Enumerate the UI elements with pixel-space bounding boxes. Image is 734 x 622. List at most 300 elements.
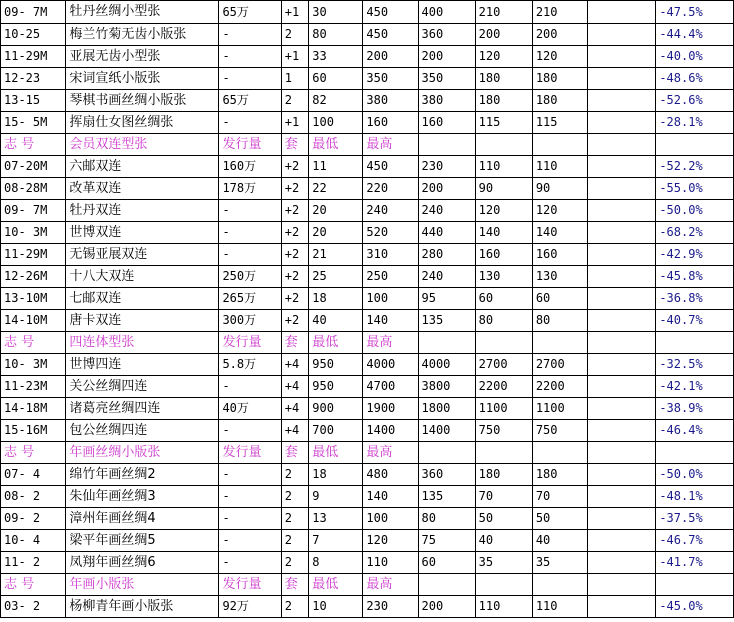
- issue-cell[interactable]: 发行量: [219, 442, 281, 464]
- blank-cell[interactable]: [587, 596, 655, 618]
- set-cell[interactable]: 2: [281, 90, 309, 112]
- price-cell-2[interactable]: 110: [475, 596, 532, 618]
- price-cell-1[interactable]: [418, 134, 475, 156]
- name-cell[interactable]: 挥扇仕女图丝绸张: [66, 112, 219, 134]
- high-price-cell[interactable]: 380: [363, 90, 418, 112]
- price-cell-2[interactable]: 110: [475, 156, 532, 178]
- price-cell-3[interactable]: 110: [532, 156, 587, 178]
- high-price-cell[interactable]: 220: [363, 178, 418, 200]
- low-price-cell[interactable]: 700: [309, 420, 363, 442]
- date-cell[interactable]: 09- 7M: [1, 1, 66, 24]
- issue-cell[interactable]: -: [219, 24, 281, 46]
- change-rate-cell[interactable]: -55.0%: [656, 178, 734, 200]
- price-cell-3[interactable]: 50: [532, 508, 587, 530]
- price-cell-3[interactable]: 200: [532, 24, 587, 46]
- issue-cell[interactable]: -: [219, 200, 281, 222]
- blank-cell[interactable]: [587, 530, 655, 552]
- name-cell[interactable]: 宋词宣纸小版张: [66, 68, 219, 90]
- high-price-cell[interactable]: 230: [363, 596, 418, 618]
- change-rate-cell[interactable]: -52.6%: [656, 90, 734, 112]
- name-cell[interactable]: 亚展无齿小型张: [66, 46, 219, 68]
- name-cell[interactable]: 关公丝绸四连: [66, 376, 219, 398]
- price-cell-1[interactable]: 4000: [418, 354, 475, 376]
- low-price-cell[interactable]: 10: [309, 596, 363, 618]
- price-cell-1[interactable]: 1400: [418, 420, 475, 442]
- low-price-cell[interactable]: 22: [309, 178, 363, 200]
- issue-cell[interactable]: -: [219, 46, 281, 68]
- issue-cell[interactable]: 265万: [219, 288, 281, 310]
- set-cell[interactable]: 2: [281, 508, 309, 530]
- change-rate-cell[interactable]: -50.0%: [656, 464, 734, 486]
- low-price-cell[interactable]: 8: [309, 552, 363, 574]
- change-rate-cell[interactable]: -48.1%: [656, 486, 734, 508]
- change-rate-cell[interactable]: -38.9%: [656, 398, 734, 420]
- set-cell[interactable]: +4: [281, 398, 309, 420]
- blank-cell[interactable]: [587, 24, 655, 46]
- blank-cell[interactable]: [587, 156, 655, 178]
- name-cell[interactable]: 杨柳青年画小版张: [66, 596, 219, 618]
- low-price-cell[interactable]: 18: [309, 288, 363, 310]
- name-cell[interactable]: 琴棋书画丝绸小版张: [66, 90, 219, 112]
- set-cell[interactable]: +2: [281, 222, 309, 244]
- price-cell-1[interactable]: 3800: [418, 376, 475, 398]
- price-cell-1[interactable]: [418, 574, 475, 596]
- low-price-cell[interactable]: 11: [309, 156, 363, 178]
- set-cell[interactable]: +2: [281, 244, 309, 266]
- issue-cell[interactable]: 发行量: [219, 574, 281, 596]
- price-cell-3[interactable]: [532, 134, 587, 156]
- blank-cell[interactable]: [587, 464, 655, 486]
- high-price-cell[interactable]: 520: [363, 222, 418, 244]
- name-cell[interactable]: 改革双连: [66, 178, 219, 200]
- price-cell-2[interactable]: 180: [475, 464, 532, 486]
- price-cell-3[interactable]: 2200: [532, 376, 587, 398]
- price-cell-1[interactable]: 440: [418, 222, 475, 244]
- set-cell[interactable]: +2: [281, 200, 309, 222]
- price-cell-1[interactable]: 200: [418, 596, 475, 618]
- name-cell[interactable]: 六邮双连: [66, 156, 219, 178]
- name-cell[interactable]: 世博双连: [66, 222, 219, 244]
- date-cell[interactable]: 14-18M: [1, 398, 66, 420]
- set-cell[interactable]: +2: [281, 288, 309, 310]
- date-cell[interactable]: 11- 2: [1, 552, 66, 574]
- price-cell-3[interactable]: 2700: [532, 354, 587, 376]
- name-cell[interactable]: 年画小版张: [66, 574, 219, 596]
- high-price-cell[interactable]: 4000: [363, 354, 418, 376]
- date-cell[interactable]: 08-28M: [1, 178, 66, 200]
- issue-cell[interactable]: -: [219, 420, 281, 442]
- low-price-cell[interactable]: 20: [309, 200, 363, 222]
- price-cell-2[interactable]: 90: [475, 178, 532, 200]
- price-cell-2[interactable]: 50: [475, 508, 532, 530]
- date-cell[interactable]: 10-25: [1, 24, 66, 46]
- low-price-cell[interactable]: 25: [309, 266, 363, 288]
- change-rate-cell[interactable]: -42.9%: [656, 244, 734, 266]
- name-cell[interactable]: 十八大双连: [66, 266, 219, 288]
- blank-cell[interactable]: [587, 574, 655, 596]
- price-cell-2[interactable]: [475, 574, 532, 596]
- issue-cell[interactable]: -: [219, 530, 281, 552]
- blank-cell[interactable]: [587, 310, 655, 332]
- date-cell[interactable]: 11-29M: [1, 46, 66, 68]
- blank-cell[interactable]: [587, 200, 655, 222]
- date-cell[interactable]: 12-26M: [1, 266, 66, 288]
- high-price-cell[interactable]: 240: [363, 200, 418, 222]
- high-price-cell[interactable]: 450: [363, 1, 418, 24]
- name-cell[interactable]: 世博四连: [66, 354, 219, 376]
- price-cell-3[interactable]: 35: [532, 552, 587, 574]
- high-price-cell[interactable]: 100: [363, 288, 418, 310]
- date-cell[interactable]: 15-16M: [1, 420, 66, 442]
- price-cell-2[interactable]: 115: [475, 112, 532, 134]
- price-cell-1[interactable]: 280: [418, 244, 475, 266]
- price-cell-3[interactable]: 160: [532, 244, 587, 266]
- change-rate-cell[interactable]: -45.0%: [656, 596, 734, 618]
- change-rate-cell[interactable]: [656, 574, 734, 596]
- date-cell[interactable]: 08- 2: [1, 486, 66, 508]
- price-cell-2[interactable]: 80: [475, 310, 532, 332]
- date-cell[interactable]: 11-23M: [1, 376, 66, 398]
- price-cell-1[interactable]: 135: [418, 486, 475, 508]
- high-price-cell[interactable]: 1900: [363, 398, 418, 420]
- price-cell-3[interactable]: 130: [532, 266, 587, 288]
- blank-cell[interactable]: [587, 222, 655, 244]
- price-cell-2[interactable]: 35: [475, 552, 532, 574]
- high-price-cell[interactable]: 450: [363, 156, 418, 178]
- price-cell-2[interactable]: 210: [475, 1, 532, 24]
- blank-cell[interactable]: [587, 1, 655, 24]
- high-price-cell[interactable]: 160: [363, 112, 418, 134]
- blank-cell[interactable]: [587, 354, 655, 376]
- name-cell[interactable]: 会员双连型张: [66, 134, 219, 156]
- blank-cell[interactable]: [587, 134, 655, 156]
- blank-cell[interactable]: [587, 178, 655, 200]
- blank-cell[interactable]: [587, 90, 655, 112]
- change-rate-cell[interactable]: -46.4%: [656, 420, 734, 442]
- set-cell[interactable]: 2: [281, 552, 309, 574]
- blank-cell[interactable]: [587, 46, 655, 68]
- change-rate-cell[interactable]: -41.7%: [656, 552, 734, 574]
- issue-cell[interactable]: -: [219, 68, 281, 90]
- issue-cell[interactable]: -: [219, 376, 281, 398]
- price-cell-1[interactable]: 60: [418, 552, 475, 574]
- price-cell-1[interactable]: 400: [418, 1, 475, 24]
- high-price-cell[interactable]: 200: [363, 46, 418, 68]
- issue-cell[interactable]: -: [219, 552, 281, 574]
- set-cell[interactable]: +4: [281, 376, 309, 398]
- date-cell[interactable]: 15- 5M: [1, 112, 66, 134]
- date-cell[interactable]: 志 号: [1, 442, 66, 464]
- low-price-cell[interactable]: 9: [309, 486, 363, 508]
- price-cell-3[interactable]: 180: [532, 90, 587, 112]
- date-cell[interactable]: 11-29M: [1, 244, 66, 266]
- date-cell[interactable]: 14-10M: [1, 310, 66, 332]
- high-price-cell[interactable]: 最高: [363, 574, 418, 596]
- low-price-cell[interactable]: 20: [309, 222, 363, 244]
- high-price-cell[interactable]: 480: [363, 464, 418, 486]
- price-cell-1[interactable]: 160: [418, 112, 475, 134]
- change-rate-cell[interactable]: [656, 332, 734, 354]
- date-cell[interactable]: 10- 3M: [1, 222, 66, 244]
- high-price-cell[interactable]: 250: [363, 266, 418, 288]
- date-cell[interactable]: 13-15: [1, 90, 66, 112]
- date-cell[interactable]: 志 号: [1, 574, 66, 596]
- price-cell-1[interactable]: [418, 332, 475, 354]
- change-rate-cell[interactable]: -50.0%: [656, 200, 734, 222]
- low-price-cell[interactable]: 30: [309, 1, 363, 24]
- price-cell-1[interactable]: 1800: [418, 398, 475, 420]
- date-cell[interactable]: 09- 7M: [1, 200, 66, 222]
- high-price-cell[interactable]: 4700: [363, 376, 418, 398]
- issue-cell[interactable]: 发行量: [219, 332, 281, 354]
- price-cell-1[interactable]: 380: [418, 90, 475, 112]
- set-cell[interactable]: 套: [281, 332, 309, 354]
- blank-cell[interactable]: [587, 332, 655, 354]
- set-cell[interactable]: 套: [281, 442, 309, 464]
- blank-cell[interactable]: [587, 376, 655, 398]
- price-cell-1[interactable]: 360: [418, 464, 475, 486]
- high-price-cell[interactable]: 110: [363, 552, 418, 574]
- change-rate-cell[interactable]: -44.4%: [656, 24, 734, 46]
- price-cell-2[interactable]: 140: [475, 222, 532, 244]
- issue-cell[interactable]: 92万: [219, 596, 281, 618]
- price-cell-2[interactable]: 70: [475, 486, 532, 508]
- high-price-cell[interactable]: 最高: [363, 134, 418, 156]
- name-cell[interactable]: 四连体型张: [66, 332, 219, 354]
- low-price-cell[interactable]: 80: [309, 24, 363, 46]
- name-cell[interactable]: 梅兰竹菊无齿小版张: [66, 24, 219, 46]
- price-cell-3[interactable]: 750: [532, 420, 587, 442]
- set-cell[interactable]: +2: [281, 266, 309, 288]
- low-price-cell[interactable]: 最低: [309, 574, 363, 596]
- high-price-cell[interactable]: 120: [363, 530, 418, 552]
- high-price-cell[interactable]: 310: [363, 244, 418, 266]
- blank-cell[interactable]: [587, 266, 655, 288]
- low-price-cell[interactable]: 900: [309, 398, 363, 420]
- price-cell-1[interactable]: 230: [418, 156, 475, 178]
- price-cell-3[interactable]: 80: [532, 310, 587, 332]
- set-cell[interactable]: +2: [281, 156, 309, 178]
- high-price-cell[interactable]: 140: [363, 486, 418, 508]
- price-cell-1[interactable]: 200: [418, 46, 475, 68]
- name-cell[interactable]: 漳州年画丝绸4: [66, 508, 219, 530]
- name-cell[interactable]: 梁平年画丝绸5: [66, 530, 219, 552]
- date-cell[interactable]: 07- 4: [1, 464, 66, 486]
- blank-cell[interactable]: [587, 244, 655, 266]
- change-rate-cell[interactable]: -28.1%: [656, 112, 734, 134]
- issue-cell[interactable]: -: [219, 464, 281, 486]
- issue-cell[interactable]: 40万: [219, 398, 281, 420]
- change-rate-cell[interactable]: [656, 442, 734, 464]
- low-price-cell[interactable]: 最低: [309, 134, 363, 156]
- low-price-cell[interactable]: 7: [309, 530, 363, 552]
- price-cell-2[interactable]: 180: [475, 90, 532, 112]
- name-cell[interactable]: 无锡亚展双连: [66, 244, 219, 266]
- price-cell-2[interactable]: 1100: [475, 398, 532, 420]
- set-cell[interactable]: 套: [281, 134, 309, 156]
- low-price-cell[interactable]: 18: [309, 464, 363, 486]
- issue-cell[interactable]: -: [219, 486, 281, 508]
- change-rate-cell[interactable]: [656, 134, 734, 156]
- price-cell-3[interactable]: 115: [532, 112, 587, 134]
- set-cell[interactable]: +1: [281, 1, 309, 24]
- price-cell-3[interactable]: [532, 574, 587, 596]
- date-cell[interactable]: 09- 2: [1, 508, 66, 530]
- price-cell-2[interactable]: 2200: [475, 376, 532, 398]
- price-cell-2[interactable]: 180: [475, 68, 532, 90]
- low-price-cell[interactable]: 60: [309, 68, 363, 90]
- blank-cell[interactable]: [587, 68, 655, 90]
- set-cell[interactable]: +2: [281, 310, 309, 332]
- price-cell-2[interactable]: 750: [475, 420, 532, 442]
- issue-cell[interactable]: 65万: [219, 90, 281, 112]
- issue-cell[interactable]: -: [219, 244, 281, 266]
- price-cell-3[interactable]: 120: [532, 200, 587, 222]
- change-rate-cell[interactable]: -45.8%: [656, 266, 734, 288]
- change-rate-cell[interactable]: -48.6%: [656, 68, 734, 90]
- blank-cell[interactable]: [587, 398, 655, 420]
- price-cell-3[interactable]: 60: [532, 288, 587, 310]
- set-cell[interactable]: +4: [281, 354, 309, 376]
- price-cell-1[interactable]: 240: [418, 200, 475, 222]
- low-price-cell[interactable]: 最低: [309, 442, 363, 464]
- name-cell[interactable]: 七邮双连: [66, 288, 219, 310]
- low-price-cell[interactable]: 21: [309, 244, 363, 266]
- date-cell[interactable]: 志 号: [1, 332, 66, 354]
- blank-cell[interactable]: [587, 552, 655, 574]
- price-cell-1[interactable]: 360: [418, 24, 475, 46]
- price-cell-2[interactable]: 200: [475, 24, 532, 46]
- name-cell[interactable]: 牡丹双连: [66, 200, 219, 222]
- price-cell-2[interactable]: 120: [475, 46, 532, 68]
- price-cell-3[interactable]: 140: [532, 222, 587, 244]
- price-cell-2[interactable]: 60: [475, 288, 532, 310]
- issue-cell[interactable]: 发行量: [219, 134, 281, 156]
- date-cell[interactable]: 10- 4: [1, 530, 66, 552]
- price-cell-3[interactable]: 70: [532, 486, 587, 508]
- price-cell-3[interactable]: 180: [532, 464, 587, 486]
- blank-cell[interactable]: [587, 420, 655, 442]
- issue-cell[interactable]: -: [219, 508, 281, 530]
- high-price-cell[interactable]: 450: [363, 24, 418, 46]
- name-cell[interactable]: 唐卡双连: [66, 310, 219, 332]
- change-rate-cell[interactable]: -52.2%: [656, 156, 734, 178]
- issue-cell[interactable]: 178万: [219, 178, 281, 200]
- issue-cell[interactable]: -: [219, 112, 281, 134]
- change-rate-cell[interactable]: -42.1%: [656, 376, 734, 398]
- high-price-cell[interactable]: 1400: [363, 420, 418, 442]
- date-cell[interactable]: 10- 3M: [1, 354, 66, 376]
- price-cell-2[interactable]: [475, 134, 532, 156]
- price-cell-3[interactable]: 180: [532, 68, 587, 90]
- price-cell-3[interactable]: 40: [532, 530, 587, 552]
- issue-cell[interactable]: 250万: [219, 266, 281, 288]
- change-rate-cell[interactable]: -47.5%: [656, 1, 734, 24]
- change-rate-cell[interactable]: -37.5%: [656, 508, 734, 530]
- low-price-cell[interactable]: 100: [309, 112, 363, 134]
- price-cell-2[interactable]: 160: [475, 244, 532, 266]
- price-cell-2[interactable]: [475, 442, 532, 464]
- set-cell[interactable]: 1: [281, 68, 309, 90]
- set-cell[interactable]: +1: [281, 112, 309, 134]
- price-cell-3[interactable]: 120: [532, 46, 587, 68]
- blank-cell[interactable]: [587, 112, 655, 134]
- date-cell[interactable]: 13-10M: [1, 288, 66, 310]
- set-cell[interactable]: 2: [281, 464, 309, 486]
- price-cell-3[interactable]: [532, 442, 587, 464]
- price-cell-1[interactable]: 80: [418, 508, 475, 530]
- issue-cell[interactable]: 65万: [219, 1, 281, 24]
- low-price-cell[interactable]: 33: [309, 46, 363, 68]
- name-cell[interactable]: 绵竹年画丝绸2: [66, 464, 219, 486]
- low-price-cell[interactable]: 950: [309, 354, 363, 376]
- price-cell-3[interactable]: 90: [532, 178, 587, 200]
- high-price-cell[interactable]: 140: [363, 310, 418, 332]
- set-cell[interactable]: +4: [281, 420, 309, 442]
- change-rate-cell[interactable]: -40.7%: [656, 310, 734, 332]
- low-price-cell[interactable]: 40: [309, 310, 363, 332]
- name-cell[interactable]: 包公丝绸四连: [66, 420, 219, 442]
- name-cell[interactable]: 凤翔年画丝绸6: [66, 552, 219, 574]
- high-price-cell[interactable]: 350: [363, 68, 418, 90]
- date-cell[interactable]: 07-20M: [1, 156, 66, 178]
- low-price-cell[interactable]: 950: [309, 376, 363, 398]
- change-rate-cell[interactable]: -32.5%: [656, 354, 734, 376]
- date-cell[interactable]: 志 号: [1, 134, 66, 156]
- high-price-cell[interactable]: 最高: [363, 442, 418, 464]
- name-cell[interactable]: 牡丹丝绸小型张: [66, 1, 219, 24]
- blank-cell[interactable]: [587, 508, 655, 530]
- price-cell-1[interactable]: [418, 442, 475, 464]
- blank-cell[interactable]: [587, 442, 655, 464]
- price-cell-1[interactable]: 350: [418, 68, 475, 90]
- change-rate-cell[interactable]: -40.0%: [656, 46, 734, 68]
- name-cell[interactable]: 年画丝绸小版张: [66, 442, 219, 464]
- change-rate-cell[interactable]: -36.8%: [656, 288, 734, 310]
- price-cell-3[interactable]: 110: [532, 596, 587, 618]
- price-cell-1[interactable]: 240: [418, 266, 475, 288]
- low-price-cell[interactable]: 82: [309, 90, 363, 112]
- price-cell-2[interactable]: 130: [475, 266, 532, 288]
- price-cell-1[interactable]: 75: [418, 530, 475, 552]
- date-cell[interactable]: 03- 2: [1, 596, 66, 618]
- price-cell-3[interactable]: 210: [532, 1, 587, 24]
- set-cell[interactable]: 2: [281, 530, 309, 552]
- set-cell[interactable]: 2: [281, 24, 309, 46]
- price-cell-1[interactable]: 95: [418, 288, 475, 310]
- name-cell[interactable]: 诸葛亮丝绸四连: [66, 398, 219, 420]
- price-cell-2[interactable]: [475, 332, 532, 354]
- blank-cell[interactable]: [587, 486, 655, 508]
- low-price-cell[interactable]: 最低: [309, 332, 363, 354]
- blank-cell[interactable]: [587, 288, 655, 310]
- price-cell-2[interactable]: 40: [475, 530, 532, 552]
- issue-cell[interactable]: 300万: [219, 310, 281, 332]
- change-rate-cell[interactable]: -46.7%: [656, 530, 734, 552]
- high-price-cell[interactable]: 最高: [363, 332, 418, 354]
- date-cell[interactable]: 12-23: [1, 68, 66, 90]
- issue-cell[interactable]: 5.8万: [219, 354, 281, 376]
- price-cell-3[interactable]: 1100: [532, 398, 587, 420]
- name-cell[interactable]: 朱仙年画丝绸3: [66, 486, 219, 508]
- issue-cell[interactable]: -: [219, 222, 281, 244]
- price-cell-2[interactable]: 120: [475, 200, 532, 222]
- price-cell-1[interactable]: 135: [418, 310, 475, 332]
- high-price-cell[interactable]: 100: [363, 508, 418, 530]
- set-cell[interactable]: 套: [281, 574, 309, 596]
- price-cell-3[interactable]: [532, 332, 587, 354]
- set-cell[interactable]: 2: [281, 486, 309, 508]
